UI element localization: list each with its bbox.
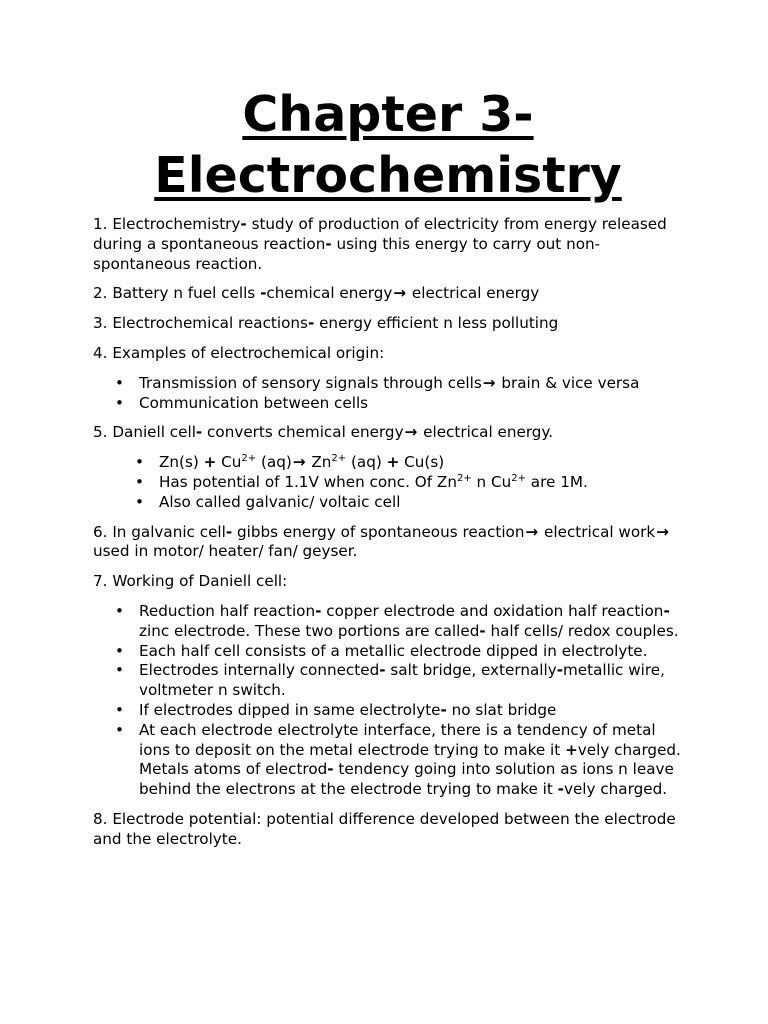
note-7-list — [93, 602, 683, 800]
note-5: 5. Daniell cell- converts chemical energy→ electrical energy. — [93, 423, 554, 442]
note-7: 7. Working of Daniell cell: — [93, 572, 288, 591]
document-page — [93, 84, 683, 860]
bullet-icon: • — [135, 492, 144, 511]
bullet-icon: • — [115, 601, 124, 620]
list-item: • Transmission of sensory signals through cells→ brain & vice versa — [115, 373, 640, 392]
note-5-list — [93, 453, 683, 512]
list-item-equation: • $Zn(s) + Cu^{2+}$ $(aq)\to Zn^{2+}$ (aq) + Cu(s) — [135, 453, 445, 472]
bullet-icon: • — [115, 373, 124, 392]
bullet-icon: • — [115, 393, 124, 412]
title-line-2: Electrochemistry — [154, 147, 622, 204]
bullet-icon: • — [115, 720, 124, 739]
note-2: 2. Battery n fuel cells -chemical energy→ electrical energy — [93, 284, 540, 303]
note-3: 3. Electrochemical reactions- energy efficient n less polluting — [93, 314, 559, 333]
arrow-icon: → — [393, 284, 407, 303]
bullet-icon: • — [135, 472, 144, 491]
arrow-icon: → — [482, 373, 496, 392]
bullet-icon: • — [115, 661, 124, 680]
list-item: • Reduction half reaction- copper electrode and oxidation half reaction- zinc electrode. These two portions are called- half cells/ redox couples. — [115, 601, 679, 640]
chapter-title — [93, 84, 683, 206]
list-item: • Each half cell consists of a metallic electrode dipped in electrolyte. — [115, 641, 648, 660]
list-item: • Communication between cells — [115, 393, 369, 412]
bullet-icon: • — [135, 453, 144, 472]
note-1: 1. Electrochemistry- study of production of electricity from energy released during a spontaneous reaction- using this energy to carry out non-spontaneous reaction. — [93, 215, 667, 273]
arrow-icon: → — [404, 423, 418, 442]
list-item: • Electrodes internally connected- salt bridge, externally-metallic wire, voltmeter n switch. — [115, 661, 665, 700]
bullet-icon: • — [115, 700, 124, 719]
bullet-icon: • — [115, 641, 124, 660]
list-item-potential: • Has potential of 1.1V when conc. Of $Zn^{2+}$ n $Cu^{2+}$ are 1M. — [135, 472, 588, 491]
arrow-icon: → — [525, 522, 539, 541]
title-line-1: Chapter 3- — [242, 86, 534, 143]
note-8: 8. Electrode potential: potential difference developed between the electrode and the electrolyte. — [93, 809, 676, 848]
note-4-list — [93, 374, 683, 414]
arrow-icon: → — [656, 522, 669, 541]
list-item: • If electrodes dipped in same electrolyte- no slat bridge — [115, 700, 557, 719]
note-4: 4. Examples of electrochemical origin: — [93, 343, 385, 362]
list-item: • At each electrode electrolyte interface, there is a tendency of metal ions to deposit on the metal electrode trying to make it +vely charged. Metals atoms of electrod- tendency going into solution as ions n leave behind the electrons at the electrode trying to make it -vely charged. — [115, 720, 681, 799]
notes-body — [93, 215, 683, 850]
list-item: • Also called galvanic/ voltaic cell — [135, 492, 401, 511]
note-6: 6. In galvanic cell- gibbs energy of spontaneous reaction→ electrical work→ used in motor/ heater/ fan/ geyser. — [93, 522, 669, 561]
arrow-icon: → — [292, 453, 306, 472]
